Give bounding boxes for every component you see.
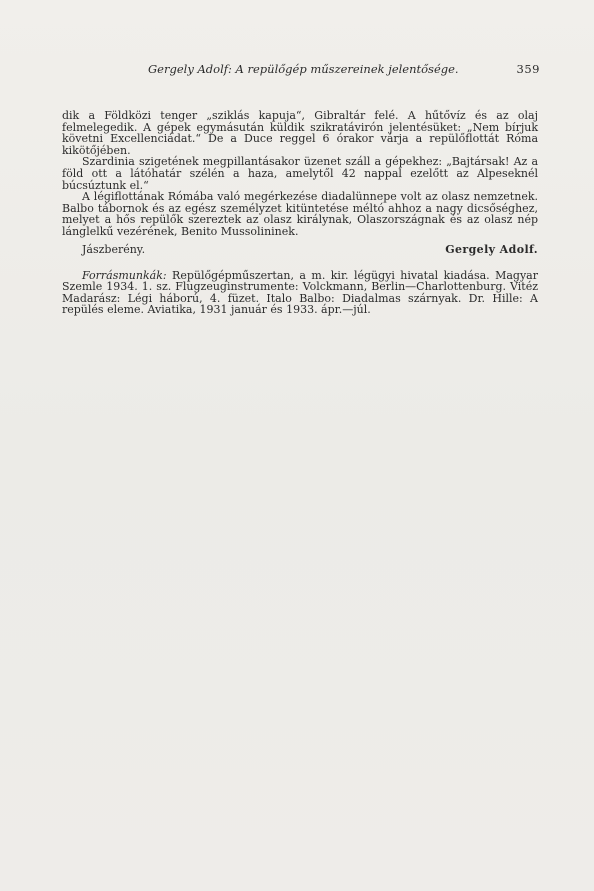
- paragraph: dik a Földközi tenger „sziklás kapuja“, Gibraltár felé. A hűtővíz és az olaj felmelegedik. A gépek egymásután küldik szikratávirón jelentésüket: „Nem bírjuk követni Excellenciádat.“ De a Duce reggel 6 órakor várja a repülőflottát Róma kikötőjében.: [62, 109, 538, 157]
- signature-author: Gergely Adolf.: [445, 242, 538, 256]
- sources-label: Forrásmunkák:: [82, 268, 167, 282]
- article-body: [62, 110, 538, 316]
- running-header: [148, 62, 540, 78]
- sources-text: Repülőgépműszertan, a m. kir. légügyi hivatal kiadása. Magyar Szemle 1934. 1. sz. Flugzeuginstrumente: Volckmann, Berlin—Charlottenburg. Vitéz Madarász: Légi háború, 4. füzet. Italo Balbo: Diadalmas szárnyak. Dr. Hille: A repülés eleme. Aviatika, 1931 január és 1933. ápr.—júl.: [62, 268, 538, 317]
- signature-place: Jászberény.: [82, 242, 146, 256]
- page-number: 359: [516, 62, 540, 76]
- running-title: Gergely Adolf: A repülőgép műszereinek jelentősége.: [148, 62, 459, 76]
- paragraph: A légiflottának Rómába való megérkezése diadalünnepe volt az olasz nemzetnek. Balbo tábornok és az egész személyzet kitüntetése méltó ahhoz a nagy dicsőséghez, melyet a hős repülők szereztek az olasz királynak, Olaszországnak és az olasz nép lánglelkű vezérének, Benito Mussolininek.: [62, 190, 538, 238]
- paragraph: Szardinia szigetének megpillantásakor üzenet száll a gépekhez: „Bajtársak! Az a föld ott a látóhatár szélén a haza, amelytől 42 nappal ezelőtt az Alpeseknél búcsúztunk el.“: [62, 155, 538, 192]
- signature-line: [62, 244, 538, 258]
- sources-paragraph: [62, 270, 538, 316]
